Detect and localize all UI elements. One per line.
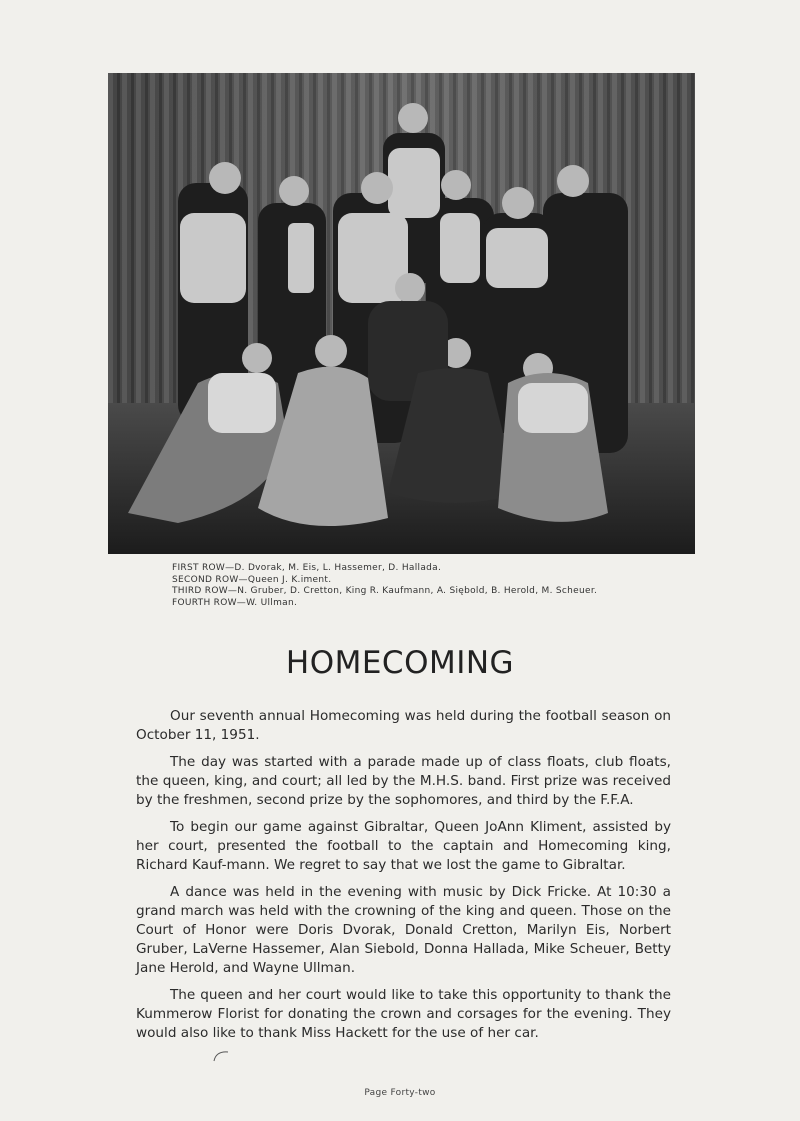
caption-third-row: THIRD ROW—N. Gruber, D. Cretton, King R. Kaufmann, A. Siębold, B. Herold, M. Scheuer. (172, 586, 598, 597)
paragraph: The queen and her court would like to take this opportunity to thank the Kummerow Florist for donating the crown and corsages for the evening. They would also like to thank Miss Hackett for the use of her car. (136, 987, 671, 1041)
article-body (136, 707, 671, 1051)
page-title: HOMECOMING (285, 645, 515, 681)
caption-first-row: FIRST ROW—D. Dvorak, M. Eis, L. Hassemer, D. Hallada. (172, 563, 442, 573)
page-number: Page Forty-two (364, 1088, 436, 1098)
paragraph: Our seventh annual Homecoming was held during the football season on October 11, 1951. (136, 708, 671, 743)
caption-second-row: SECOND ROW—Queen J. K.iment. (172, 574, 332, 585)
group-photo-icon (108, 73, 695, 554)
paragraph: The day was started with a parade made up of class floats, club floats, the queen, king, and court; all led by the M.H.S. band. First prize was received by the freshmen, second prize by the sophomores, and third by the F.F.A. (136, 754, 671, 808)
pencil-mark-icon (212, 1049, 232, 1063)
paragraph: A dance was held in the evening with music by Dick Fricke. At 10:30 a grand march was held with the crowning of the king and queen. Those on the Court of Honor were Doris Dvorak, Donald Cretton, Marilyn Eis, Norbert Gruber, LaVerne Hassemer, Alan Siebold, Donna Hallada, Mike Scheuer, Betty Jane Herold, and Wayne Ullman. (136, 884, 671, 976)
caption-fourth-row: FOURTH ROW—W. Ullman. (172, 597, 298, 608)
photo-caption (172, 563, 692, 609)
paragraph: To begin our game against Gibraltar, Queen JoAnn Kliment, assisted by her court, presented the football to the captain and Homecoming king, Richard Kauf-mann. We regret to say that we lost the game to Gibraltar. (136, 819, 671, 873)
homecoming-group-photo (108, 73, 695, 554)
